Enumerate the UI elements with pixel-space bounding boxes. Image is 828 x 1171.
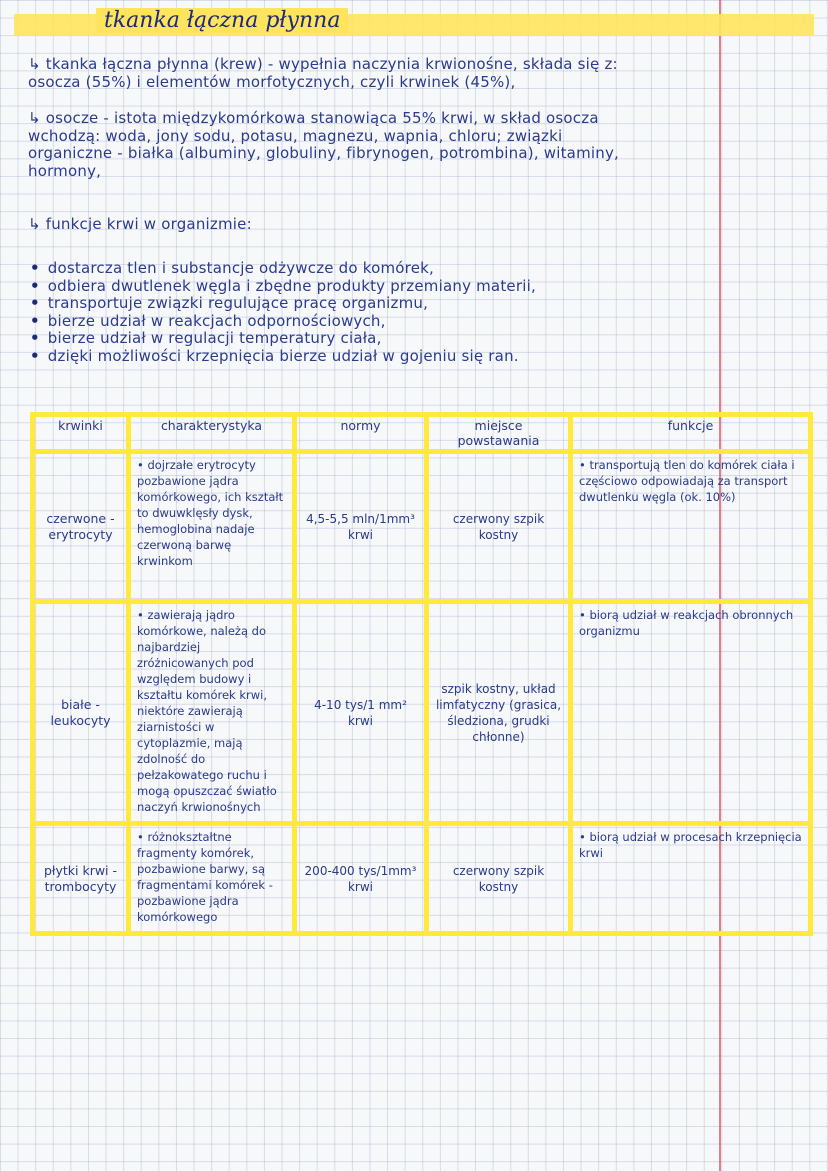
function-item: • bierze udział w regulacji temperatury ciała,: [30, 330, 800, 348]
cell-place: szpik kostny, układ limfatyczny (grasica, śledziona, grudki chłonne): [427, 602, 571, 824]
header-cells: krwinki: [33, 415, 129, 452]
intro-line-2: osocza (55%) i elementów morfotycznych, czyli krwinek (45%),: [28, 72, 516, 91]
plasma-paragraph: [28, 110, 798, 180]
function-item: • odbiera dwutlenek węgla i zbędne produkty przemiany materii,: [30, 278, 800, 296]
function-item: • transportuje związki regulujące pracę organizmu,: [30, 295, 800, 313]
plasma-line-1: ↳ osocze - istota międzykomórkowa stanowiąca 55% krwi, w skład osocza: [28, 109, 599, 127]
table-row: [33, 824, 811, 934]
table-row: [33, 452, 811, 602]
cell-norm: 200-400 tys/1mm³ krwi: [295, 824, 427, 934]
header-norms: normy: [295, 415, 427, 452]
function-item: • dostarcza tlen i substancje odżywcze do komórek,: [30, 260, 800, 278]
cell-name: czerwone - erytrocyty: [33, 452, 129, 602]
cell-characteristics: • zawierają jądro komórkowe, należą do najbardziej zróżnicowanych pod względem budowy i kształtu komórek krwi, niektóre zawierają ziarnistości w cytoplazmie, mają zdolność do pełzakowatego ruchu i mogą opuszczać światło naczyń krwionośnych: [129, 602, 295, 824]
plasma-line-2: wchodzą: woda, jony sodu, potasu, magnezu, wapnia, chloru; związki: [28, 126, 563, 145]
table-row: [33, 602, 811, 824]
function-item: • dzięki możliwości krzepnięcia bierze udział w gojeniu się ran.: [30, 348, 800, 366]
cell-characteristics: • dojrzałe erytrocyty pozbawione jądra komórkowego, ich kształt to dwuwklęsły dysk, hemoglobina nadaje czerwoną barwę krwinkom: [129, 452, 295, 602]
cell-name: białe - leukocyty: [33, 602, 129, 824]
header-origin: miejsce powstawania: [427, 415, 571, 452]
cell-place: czerwony szpik kostny: [427, 452, 571, 602]
cell-name: płytki krwi - trombocyty: [33, 824, 129, 934]
plasma-line-3: organiczne - białka (albuminy, globuliny, fibrynogen, potrombina), witaminy,: [28, 144, 620, 163]
plasma-line-4: hormony,: [28, 161, 102, 180]
function-item: • bierze udział w reakcjach odpornościowych,: [30, 313, 800, 331]
header-functions: funkcje: [571, 415, 811, 452]
intro-paragraph: [28, 56, 798, 91]
cell-place: czerwony szpik kostny: [427, 824, 571, 934]
cell-function: • biorą udział w reakcjach obronnych organizmu: [571, 602, 811, 824]
page-title: tkanka łączna płynna: [96, 8, 348, 33]
intro-line-1: ↳ tkanka łączna płynna (krew) - wypełnia naczynia krwionośne, składa się z:: [28, 55, 618, 73]
cell-norm: 4-10 tys/1 mm² krwi: [295, 602, 427, 824]
functions-heading: ↳ funkcje krwi w organizmie:: [28, 215, 252, 233]
cell-characteristics: • różnokształtne fragmenty komórek, pozbawione barwy, są fragmentami komórek - pozbawione jądra komórkowego: [129, 824, 295, 934]
functions-list: [30, 260, 800, 366]
header-characteristics: charakterystyka: [129, 415, 295, 452]
blood-cells-table: [30, 412, 813, 936]
page-title-area: [0, 4, 828, 38]
table-header-row: [33, 415, 811, 452]
cell-function: • transportują tlen do komórek ciała i częściowo odpowiadają za transport dwutlenku węgla (ok. 10%): [571, 452, 811, 602]
cell-function: • biorą udział w procesach krzepnięcia krwi: [571, 824, 811, 934]
cell-norm: 4,5-5,5 mln/1mm³ krwi: [295, 452, 427, 602]
